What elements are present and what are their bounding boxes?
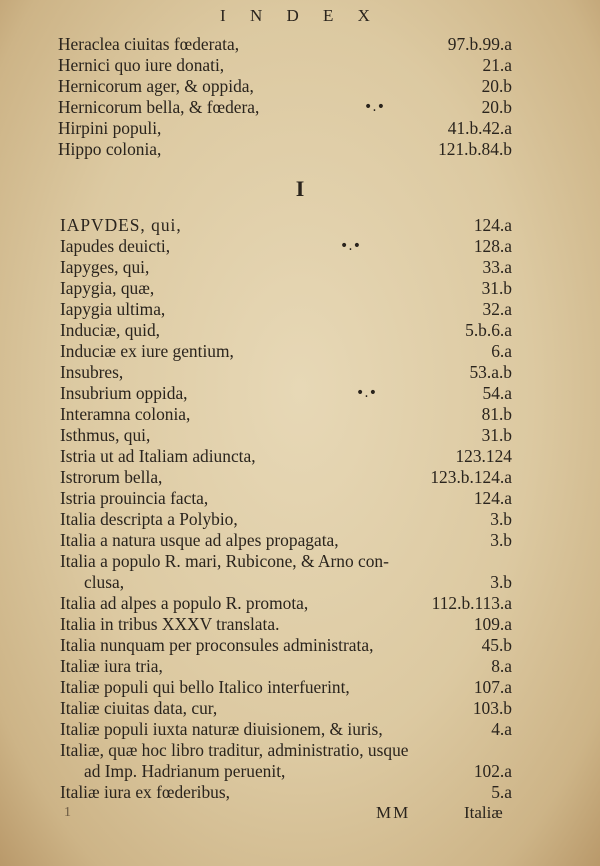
entry-term: Italiæ, quæ hoc libro traditur, administratio, usque [60,740,409,760]
index-entry [0,214,600,236]
entry-ref: 31.b [481,425,512,445]
entry-ref: 128.a [473,236,512,256]
index-entry [0,33,600,55]
entry-term: Isthmus, qui, [60,425,151,445]
index-entry [0,445,600,467]
entry-ref: 5.a [491,782,512,802]
index-entry [0,487,600,509]
entry-term: Interamna colonia, [60,404,191,424]
index-entry [0,54,600,76]
index-entry [0,718,600,740]
entry-ref: 124.a [473,488,512,508]
index-entry [0,529,600,551]
index-entry [0,424,600,446]
entry-ref: 8.a [491,656,512,676]
entry-term: Hernicorum ager, & oppida, [58,76,254,96]
entry-ref: 3.b [490,509,512,529]
entry-term: Italia a populo R. mari, Rubicone, & Arno con- [60,551,389,571]
index-entry [0,319,600,341]
index-entry [0,655,600,677]
entry-term: Induciæ ex iure gentium, [60,341,234,361]
entry-ref: 45.b [481,635,512,655]
entry-term: Italia ad alpes a populo R. promota, [60,593,309,613]
index-entry [0,117,600,139]
catchword: Italiæ [464,803,503,822]
entry-ref: 41.b.42.a [447,118,512,138]
ornament-dots: •.• [356,385,377,401]
entry-term: clusa, [84,572,125,592]
entry-ref: 33.a [482,257,512,277]
entry-term: Iapyges, qui, [60,257,150,277]
entry-ref: 112.b.113.a [431,593,512,613]
entry-term: ad Imp. Hadrianum peruenit, [84,761,286,781]
entry-term: Istria prouincia facta, [60,488,209,508]
entry-term: Italia descripta a Polybio, [60,509,238,529]
index-entry [0,634,600,656]
entry-ref: 3.b [490,530,512,550]
entry-term: Iapygia, quæ, [60,278,155,298]
index-entry [0,96,600,118]
entry-ref: 21.a [482,55,512,75]
entry-ref: 123.124 [455,446,512,466]
signature-mark: MM [376,803,411,822]
index-entry [0,592,600,614]
entry-ref: 20.b [481,76,512,96]
entry-term: Istrorum bella, [60,467,163,487]
entry-ref: 32.a [482,299,512,319]
entry-term: IAPVDES, qui, [60,215,182,235]
entry-ref: 54.a [482,383,512,403]
faint-mark: 1 [64,805,71,820]
section-letter: I [295,176,305,201]
index-entry [0,75,600,97]
entry-term: Italiæ ciuitas data, cur, [60,698,218,718]
index-entry [0,382,600,404]
entry-ref: 53.a.b [469,362,512,382]
entry-term: Italia nunquam per proconsules administrata, [60,635,374,655]
index-entry [0,613,600,635]
entry-term: Induciæ, quid, [60,320,160,340]
index-entry [0,298,600,320]
entry-ref: 4.a [491,719,512,739]
entry-term: Hernicorum bella, & fœdera, [58,97,260,117]
entry-term: Hernici quo iure donati, [58,55,225,75]
index-entry [0,277,600,299]
entry-ref: 20.b [481,97,512,117]
entry-term: Hippo colonia, [58,139,162,159]
entry-ref: 31.b [481,278,512,298]
entry-term: Iapygia ultima, [60,299,166,319]
entry-term: Istria ut ad Italiam adiuncta, [60,446,256,466]
index-entry [0,138,600,160]
entry-term: Heraclea ciuitas fœderata, [58,34,240,54]
index-entry [0,235,600,257]
index-entry [0,697,600,719]
entry-ref: 3.b [490,572,512,592]
running-header: I N D E X [220,6,380,25]
entry-term: Hirpini populi, [58,118,162,138]
index-entry [0,676,600,698]
entry-term: Italiæ populi iuxta naturæ diuisionem, & iuris, [60,719,383,739]
entry-ref: 107.a [473,677,512,697]
entry-term: Italiæ iura tria, [60,656,163,676]
index-entry [0,340,600,362]
entry-term: Insubrium oppida, [60,383,188,403]
ornament-dots: •.• [340,238,361,254]
index-entry [0,760,600,782]
entry-ref: 121.b.84.b [438,139,512,159]
index-entry [0,403,600,425]
entry-ref: 109.a [473,614,512,634]
index-entry [0,256,600,278]
entry-term: Italiæ iura ex fœderibus, [60,782,230,802]
entry-ref: 124.a [473,215,512,235]
index-entry [0,508,600,530]
index-entry [0,550,600,572]
entry-ref: 81.b [481,404,512,424]
index-entry [0,739,600,761]
entry-ref: 123.b.124.a [430,467,512,487]
entry-ref: 97.b.99.a [447,34,512,54]
entry-term: Italiæ populi qui bello Italico interfuerint, [60,677,350,697]
index-entry [0,781,600,803]
index-entry [0,361,600,383]
entry-ref: 6.a [491,341,512,361]
page-footer [0,802,600,824]
entry-ref: 103.b [472,698,512,718]
entry-ref: 5.b.6.a [465,320,512,340]
index-entry [0,466,600,488]
index-entry [0,571,600,593]
entry-ref: 102.a [473,761,512,781]
entry-term: Iapudes deuicti, [60,236,171,256]
entry-term: Italia a natura usque ad alpes propagata, [60,530,339,550]
entry-term: Italia in tribus XXXV translata. [60,614,280,634]
entry-term: Insubres, [60,362,124,382]
ornament-dots: •.• [364,99,385,115]
